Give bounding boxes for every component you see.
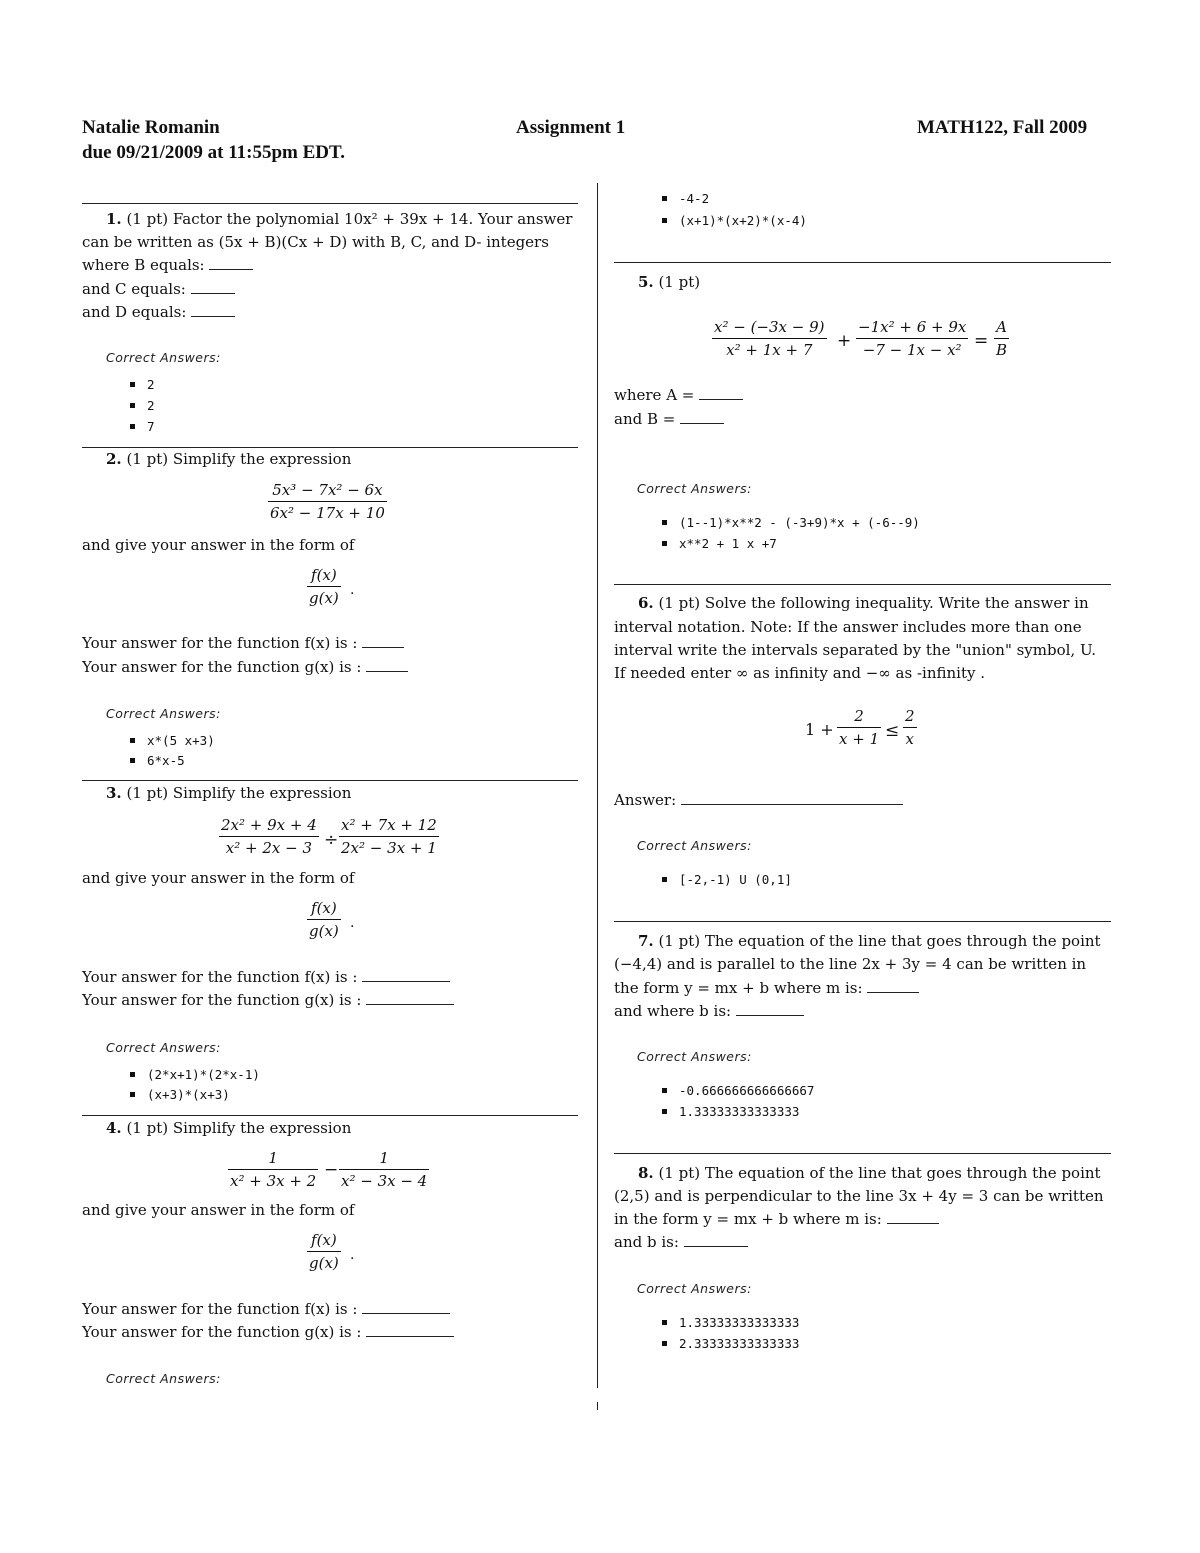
q3-form-fraction: $\frac{f(x)}{g(x)}$ bbox=[309, 899, 339, 940]
q2-correct-label: Correct Answers: bbox=[106, 706, 221, 721]
q6-operator: ≤ bbox=[885, 721, 900, 741]
q4-operator: − bbox=[324, 1160, 339, 1180]
q1-rule bbox=[82, 203, 578, 204]
q6-text-3: interval write the intervals separated by the "union" symbol, U. bbox=[614, 641, 1096, 659]
q8-correct-label: Correct Answers: bbox=[637, 1281, 752, 1296]
q3-fraction-a: $\frac{\text{2x² + 9x + 4}}{\text{x² + 2x − 3}}$ bbox=[221, 816, 317, 857]
q1-answer-3: 7 bbox=[130, 419, 155, 434]
q8-answer-2: 2.33333333333333 bbox=[662, 1336, 799, 1351]
q6-number: 6. bbox=[638, 594, 654, 612]
q5-b-blank[interactable] bbox=[680, 411, 724, 424]
q8-number: 8. bbox=[638, 1164, 654, 1182]
q3-prompt: (1 pt) Simplify the expression bbox=[126, 784, 352, 802]
q1-prompt: (1 pt) Factor the polynomial 10x² + 39x + 14. Your answer bbox=[126, 210, 573, 228]
q2-answer-f: Your answer for the function f(x) is : bbox=[82, 634, 404, 652]
q5-fraction-b: $\frac{\text{−1x² + 6 + 9x}}{\text{−7 − 1x − x²}}$ bbox=[858, 318, 967, 359]
q1-correct-label: Correct Answers: bbox=[106, 350, 221, 365]
q2-form-text: and give your answer in the form of bbox=[82, 536, 355, 554]
q5-fraction-c: $\frac{A}{B}$ bbox=[996, 318, 1008, 359]
q8-text-3: in the form y = mx + b where m is: bbox=[614, 1210, 939, 1228]
q8-text-2: (2,5) and is perpendicular to the line 3x + 4y = 3 can be written bbox=[614, 1187, 1104, 1205]
q8-text-4: and b is: bbox=[614, 1233, 748, 1251]
q4-answer-2: (x+1)*(x+2)*(x-4) bbox=[662, 213, 807, 228]
q5-text-b: and B = bbox=[614, 410, 724, 428]
q5-text-1 bbox=[614, 273, 700, 291]
q7-rule bbox=[614, 921, 1111, 922]
q3-form-period: . bbox=[350, 915, 355, 931]
q5-prompt: (1 pt) bbox=[658, 273, 701, 291]
q2-form-period: . bbox=[350, 582, 355, 598]
q7-number: 7. bbox=[638, 932, 654, 950]
q6-answer-1: [-2,-1) U (0,1] bbox=[662, 872, 792, 887]
q3-answer-2: (x+3)*(x+3) bbox=[130, 1087, 230, 1102]
assignment-title: Assignment 1 bbox=[516, 117, 626, 138]
q1-text-3 bbox=[82, 256, 253, 274]
q2-text-1 bbox=[82, 450, 351, 468]
q8-prompt: (1 pt) The equation of the line that goes through the point bbox=[658, 1164, 1101, 1182]
q3-fraction-b: $\frac{\text{x² + 7x + 12}}{\text{2x² − 3x + 1}}$ bbox=[341, 816, 437, 857]
q2-number: 2. bbox=[106, 450, 122, 468]
q4-g-blank[interactable] bbox=[366, 1324, 454, 1337]
q3-number: 3. bbox=[106, 784, 122, 802]
q3-f-blank[interactable] bbox=[362, 969, 450, 982]
q7-text-4: and where b is: bbox=[614, 1002, 804, 1020]
q4-answer-f: Your answer for the function f(x) is : bbox=[82, 1300, 450, 1318]
q6-lhs: 1 + bbox=[805, 720, 834, 739]
q2-prompt: (1 pt) Simplify the expression bbox=[126, 450, 352, 468]
q7-correct-label: Correct Answers: bbox=[637, 1049, 752, 1064]
q5-text-a: where A = bbox=[614, 386, 743, 404]
q3-g-blank[interactable] bbox=[366, 992, 454, 1005]
q7-text-3: the form y = mx + b where m is: bbox=[614, 979, 919, 997]
q6-answer-blank[interactable] bbox=[681, 792, 903, 805]
q4-text-1 bbox=[82, 1119, 351, 1137]
q4-answer-g: Your answer for the function g(x) is : bbox=[82, 1323, 454, 1341]
q7-prompt: (1 pt) The equation of the line that goes through the point bbox=[658, 932, 1101, 950]
q6-fraction-b: $\frac{2}{x}$ bbox=[905, 707, 915, 748]
q1-text-4 bbox=[82, 280, 235, 298]
q5-answer-2: x**2 + 1 x +7 bbox=[662, 536, 777, 551]
q7-b-blank[interactable] bbox=[736, 1003, 804, 1016]
q1-d-label: and D equals: bbox=[82, 303, 187, 321]
student-name: Natalie Romanin bbox=[82, 117, 220, 138]
q7-text-1 bbox=[614, 932, 1101, 950]
q6-answer-line: Answer: bbox=[614, 791, 903, 809]
q3-answer-1: (2*x+1)*(2*x-1) bbox=[130, 1067, 260, 1082]
q8-b-blank[interactable] bbox=[684, 1234, 748, 1247]
q2-answer-1: x*(5 x+3) bbox=[130, 733, 215, 748]
q7-text-2: (−4,4) and is parallel to the line 2x + 3y = 4 can be written in bbox=[614, 955, 1087, 973]
q1-answer-2: 2 bbox=[130, 398, 155, 413]
q1-c-blank[interactable] bbox=[191, 281, 235, 294]
q5-number: 5. bbox=[638, 273, 654, 291]
q4-form-fraction: $\frac{f(x)}{g(x)}$ bbox=[309, 1231, 339, 1272]
q2-form-fraction: $\frac{f(x)}{g(x)}$ bbox=[309, 566, 339, 607]
q2-answer-2: 6*x-5 bbox=[130, 753, 185, 768]
q7-m-blank[interactable] bbox=[867, 980, 919, 993]
q1-number: 1. bbox=[106, 210, 122, 228]
q6-text-4: If needed enter ∞ as infinity and −∞ as -infinity . bbox=[614, 664, 985, 682]
q4-answer-1: -4-2 bbox=[662, 191, 709, 206]
q7-answer-2: 1.33333333333333 bbox=[662, 1104, 799, 1119]
q3-answer-g: Your answer for the function g(x) is : bbox=[82, 991, 454, 1009]
q4-f-blank[interactable] bbox=[362, 1301, 450, 1314]
q4-correct-label: Correct Answers: bbox=[106, 1371, 221, 1386]
q5-equals: = bbox=[974, 331, 989, 351]
q2-answer-g: Your answer for the function g(x) is : bbox=[82, 658, 408, 676]
q8-text-1 bbox=[614, 1164, 1101, 1182]
q3-answer-f: Your answer for the function f(x) is : bbox=[82, 968, 450, 986]
q8-m-blank[interactable] bbox=[887, 1211, 939, 1224]
q2-expression: $\frac{\text{5x³ − 7x² − 6x}}{\text{6x² − 17x + 10}}$ bbox=[270, 481, 385, 522]
q4-fraction-a: $\frac{1}{\text{x² + 3x + 2}}$ bbox=[230, 1149, 317, 1190]
q5-answer-1: (1--1)*x**2 - (-3+9)*x + (-6--9) bbox=[662, 515, 920, 530]
q4-form-period: . bbox=[350, 1247, 355, 1263]
q5-fraction-a: $\frac{\text{x² − (−3x − 9)}}{\text{x² + 1x + 7}}$ bbox=[714, 318, 825, 359]
q8-answer-1: 1.33333333333333 bbox=[662, 1315, 799, 1330]
q6-text-2: interval notation. Note: If the answer includes more than one bbox=[614, 618, 1082, 636]
q6-fraction-a: $\frac{2}{x + 1}$ bbox=[839, 707, 880, 748]
q3-operator: ÷ bbox=[324, 830, 339, 850]
q1-b-blank[interactable] bbox=[209, 257, 253, 270]
course-name: MATH122, Fall 2009 bbox=[917, 117, 1088, 138]
q3-correct-label: Correct Answers: bbox=[106, 1040, 221, 1055]
due-date: due 09/21/2009 at 11:55pm EDT. bbox=[82, 142, 346, 163]
q4-prompt: (1 pt) Simplify the expression bbox=[126, 1119, 352, 1137]
q5-correct-label: Correct Answers: bbox=[637, 481, 752, 496]
q3-rule bbox=[82, 780, 578, 781]
q1-c-label: and C equals: bbox=[82, 280, 186, 298]
q6-text-1 bbox=[614, 594, 1089, 612]
page-tick bbox=[597, 1402, 598, 1410]
q1-answer-1: 2 bbox=[130, 377, 155, 392]
q3-text-1 bbox=[82, 784, 351, 802]
q6-correct-label: Correct Answers: bbox=[637, 838, 752, 853]
q1-text-5 bbox=[82, 303, 235, 321]
q2-g-blank[interactable] bbox=[366, 659, 408, 672]
q6-rule bbox=[614, 584, 1111, 585]
q5-operator: + bbox=[837, 331, 852, 351]
q5-rule bbox=[614, 262, 1111, 263]
q5-a-blank[interactable] bbox=[699, 387, 743, 400]
q4-fraction-b: $\frac{1}{\text{x² − 3x − 4}}$ bbox=[341, 1149, 428, 1190]
q7-answer-1: -0.666666666666667 bbox=[662, 1083, 814, 1098]
q1-d-blank[interactable] bbox=[191, 304, 235, 317]
q4-rule bbox=[82, 1115, 578, 1116]
q3-form-text: and give your answer in the form of bbox=[82, 869, 355, 887]
q2-rule bbox=[82, 447, 578, 448]
q8-rule bbox=[614, 1153, 1111, 1154]
q4-form-text: and give your answer in the form of bbox=[82, 1201, 355, 1219]
q1-b-label: where B equals: bbox=[82, 256, 205, 274]
q2-f-blank[interactable] bbox=[362, 635, 404, 648]
q4-number: 4. bbox=[106, 1119, 122, 1137]
q1-text-1 bbox=[82, 210, 572, 228]
column-divider bbox=[597, 183, 598, 1388]
q6-prompt: (1 pt) Solve the following inequality. Write the answer in bbox=[658, 594, 1089, 612]
q1-text-2: can be written as (5x + B)(Cx + D) with B, C, and D- integers bbox=[82, 233, 549, 251]
